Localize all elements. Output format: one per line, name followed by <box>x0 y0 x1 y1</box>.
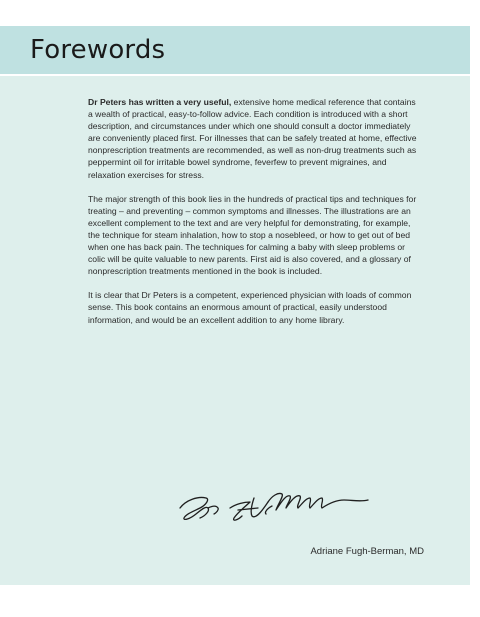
paragraph-1-lead: Dr Peters has written a very useful, <box>88 97 232 107</box>
paragraph-3: It is clear that Dr Peters is a competent, experienced physician with loads of common sense. This book contains an enormous amount of practical, easily understood information, and would be an excellent addition to any home library. <box>88 290 412 325</box>
signature-icon <box>172 478 372 530</box>
page-title: Forewords <box>30 35 166 65</box>
paragraph-1 <box>88 96 418 181</box>
header-band <box>0 26 470 74</box>
author-name: Adriane Fugh-Berman, MD <box>310 546 424 557</box>
paragraph-1-rest: extensive home medical reference that contains a wealth of practical, easy-to-follow advice. Each condition is introduced with a short description, and circumstances under which one should consult a doctor immediately are conveniently placed first. For illnesses that can be safely treated at home, effective nonprescription treatments are recommended, as well as non-drug treatments such as peppermint oil for irritable bowel syndrome, feverfew to prevent migraines, and relaxation exercises for stress. <box>88 97 417 180</box>
paragraph-2: The major strength of this book lies in the hundreds of practical tips and techniques for treating – and preventing – common symptoms and illnesses. The illustrations are an excellent complement to the text and are very helpful for demonstrating, for example, the technique for steam inhalation, how to stop a nosebleed, or how to get out of bed when one has back pain. The techniques for calming a baby with sleep problems or colic will be quite valuable to new parents. First aid is also covered, and a glossary of nonprescription treatments mentioned in the book is included. <box>88 193 417 277</box>
foreword-text <box>88 96 418 338</box>
handwritten-signature <box>172 478 372 530</box>
